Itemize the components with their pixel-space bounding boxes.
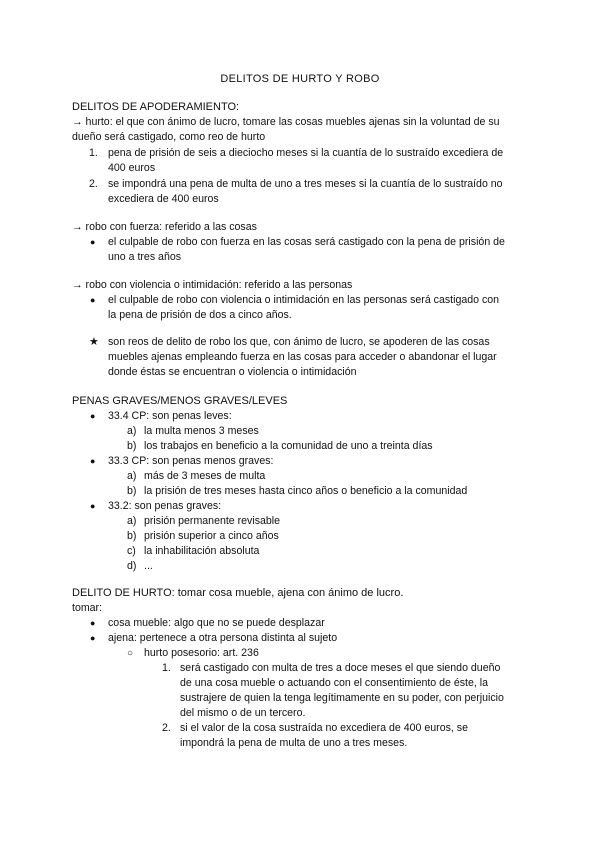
- list-item-cont: donde éstas se encuentran o violencia o intimidación: [108, 366, 357, 378]
- section-heading-apoderamiento: DELITOS DE APODERAMIENTO:: [72, 101, 240, 113]
- bullet-icon: ●: [90, 501, 96, 511]
- list-item-cont: del mismo o de un tercero.: [180, 707, 306, 719]
- bullet-icon: ●: [90, 237, 96, 247]
- list-marker: 1.: [89, 147, 98, 159]
- star-icon: ★: [89, 336, 99, 348]
- sublist-item: la multa menos 3 meses: [144, 425, 259, 437]
- sublist-item: más de 3 meses de multa: [144, 470, 266, 482]
- sublist-item: prisión permanente revisable: [144, 515, 281, 527]
- list-item: ajena: pertenece a otra persona distinta al sujeto: [108, 632, 338, 644]
- list-item: se impondrá una pena de multa de uno a tres meses si la cuantía de lo sustraído no: [108, 178, 503, 190]
- list-item: son reos de delito de robo los que, con ánimo de lucro, se apoderen de las cosas: [108, 336, 490, 348]
- penas-group-label: 33.3 CP: son penas menos graves:: [108, 455, 274, 467]
- sublist-marker: b): [127, 440, 137, 452]
- list-item: será castigado con multa de tres a doce meses el que siendo dueño: [180, 662, 501, 674]
- list-item: pena de prisión de seis a dieciocho meses si la cuantía de lo sustraído excediera de: [108, 147, 504, 159]
- bullet-icon: ●: [90, 456, 96, 466]
- section-heading-penas: PENAS GRAVES/MENOS GRAVES/LEVES: [72, 395, 288, 407]
- list-item-cont: uno a tres años: [108, 251, 182, 263]
- robo-fuerza-line: → robo con fuerza: referido a las cosas: [72, 221, 257, 233]
- list-item-cont: excediera de 400 euros: [108, 193, 219, 205]
- bullet-icon: ●: [90, 618, 96, 628]
- hurto-definition-cont: dueño será castigado, como reo de hurto: [72, 131, 266, 143]
- bullet-icon: ●: [90, 633, 96, 643]
- sublist-item: ...: [144, 560, 153, 572]
- sublist-item: la inhabilitación absoluta: [144, 545, 260, 557]
- list-marker: 2.: [89, 178, 98, 190]
- sublist-item: los trabajos en beneficio a la comunidad de uno a treinta días: [144, 440, 433, 452]
- list-item-cont: la pena de prisión de dos a cinco años.: [108, 309, 292, 321]
- list-item: cosa mueble: algo que no se puede desplazar: [108, 617, 325, 629]
- list-marker: 1.: [162, 662, 171, 674]
- list-marker: 2.: [162, 722, 171, 734]
- bullet-icon: ●: [90, 411, 96, 421]
- list-item: el culpable de robo con fuerza en las cosas será castigado con la pena de prisión de: [108, 236, 505, 248]
- list-item-cont: sustrajere de quien la tenga legítimamente en su poder, con perjuicio: [180, 692, 504, 704]
- arrow-icon: →: [72, 116, 83, 128]
- list-item: el culpable de robo con violencia o intimidación en las personas será castigado con: [108, 294, 500, 306]
- sublist-marker: d): [127, 560, 137, 572]
- list-item-cont: de una cosa mueble o actuando con el consentimiento de éste, la: [180, 677, 489, 689]
- section-heading-hurto: DELITO DE HURTO: tomar cosa mueble, ajena con ánimo de lucro.: [72, 587, 404, 599]
- list-item-cont: muebles ajenas empleando fuerza en las cosas para acceder o abandonar el lugar: [108, 351, 497, 363]
- arrow-icon: →: [72, 279, 83, 291]
- tomar-label: tomar:: [72, 602, 103, 614]
- list-item-cont: 400 euros: [108, 162, 156, 174]
- page-title: DELITOS DE HURTO Y ROBO: [220, 73, 380, 85]
- sublist-marker: a): [127, 515, 137, 527]
- sublist-marker: b): [127, 530, 137, 542]
- robo-violencia-line: → robo con violencia o intimidación: referido a las personas: [72, 279, 353, 291]
- circle-bullet-icon: ○: [127, 648, 134, 659]
- sublist-marker: b): [127, 485, 137, 497]
- bullet-icon: ●: [90, 295, 96, 305]
- sublist-item: la prisión de tres meses hasta cinco años o beneficio a la comunidad: [144, 485, 468, 497]
- penas-group-label: 33.2: son penas graves:: [108, 500, 222, 512]
- penas-group-label: 33.4 CP: son penas leves:: [108, 410, 232, 422]
- list-item: si el valor de la cosa sustraída no excediera de 400 euros, se: [180, 722, 468, 734]
- arrow-icon: →: [72, 221, 83, 233]
- sublist-marker: a): [127, 425, 137, 437]
- sublist-item: hurto posesorio: art. 236: [144, 647, 259, 659]
- list-item-cont: impondrá la pena de multa de uno a tres meses.: [180, 737, 408, 749]
- sublist-item: prisión superior a cinco años: [144, 530, 279, 542]
- hurto-definition: → hurto: el que con ánimo de lucro, tomare las cosas muebles ajenas sin la voluntad de su: [72, 116, 500, 128]
- sublist-marker: a): [127, 470, 137, 482]
- sublist-marker: c): [127, 545, 136, 557]
